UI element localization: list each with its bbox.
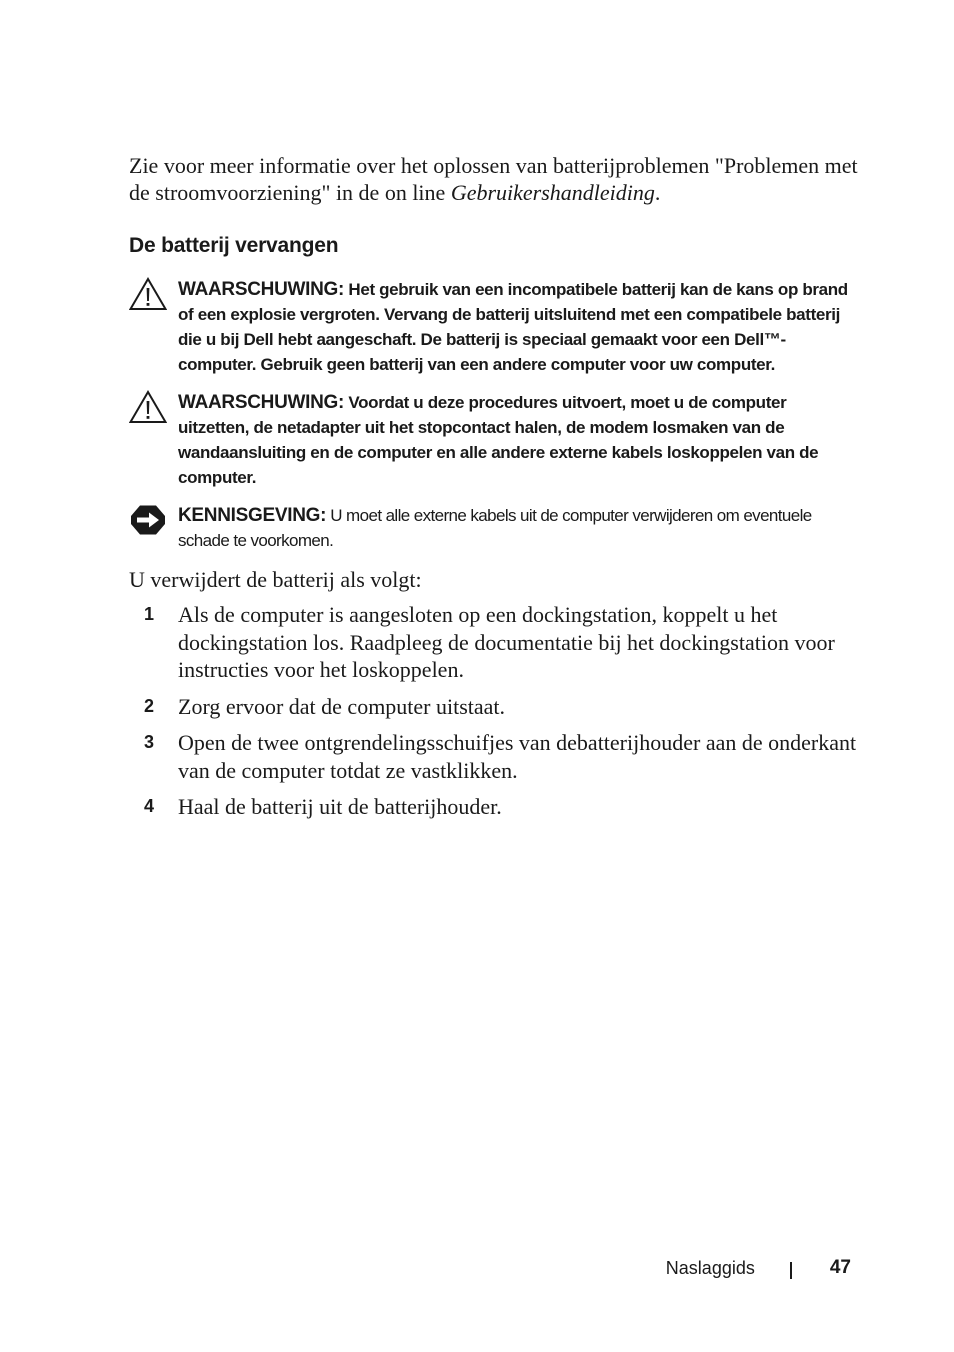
warning-text-block: [178, 277, 859, 377]
warning-text: Het gebruik van een incompatibele batterij kan de kans op brand of een explosie vergroten. Vervang de batterij uitsluitend met een compatibele batterij die u bij Dell hebt aangeschaft. De batterij is speciaal gemaakt voor een Dell™-computer. Gebruik geen batterij van een andere computer voor uw computer.: [178, 280, 848, 374]
warning-text: Voordat u deze procedures uitvoert, moet u de computer uitzetten, de netadapter uit het stopcontact halen, de modem losmaken van de wandaansluiting en de computer en alle andere externe kabels loskoppelen van de computer.: [178, 393, 819, 487]
section-heading: De batterij vervangen: [129, 234, 339, 257]
step-number: 1: [144, 604, 155, 624]
step-number: 3: [144, 732, 155, 752]
step-number: 4: [144, 796, 155, 816]
kennisgeving-notice: [129, 503, 859, 553]
notice-text-block: [178, 503, 859, 553]
warning-triangle-icon: [129, 277, 167, 311]
intro-paragraph: [129, 152, 859, 206]
intro-guide-title: Gebruikershandleiding: [450, 180, 655, 205]
warning-text-block: [178, 390, 859, 490]
page-number: 47: [829, 1257, 851, 1278]
notice-arrow-icon: [129, 503, 167, 537]
warning-label: WAARSCHUWING:: [178, 392, 345, 413]
footer-separator: [790, 1262, 792, 1279]
step-text: Haal de batterij uit de batterijhouder.: [178, 794, 502, 819]
notice-text: U moet alle externe kabels uit de computer verwijderen om eventuele schade te voorkomen.: [178, 506, 812, 550]
warning-notice: [129, 390, 859, 490]
step-item: [129, 729, 859, 784]
step-item: [129, 601, 859, 684]
warning-notice: [129, 277, 859, 377]
steps-intro: U verwijdert de batterij als volgt:: [129, 567, 422, 592]
step-item: [129, 793, 859, 821]
intro-text: Zie voor meer informatie over het oplossen van batterijproblemen "Problemen met de stroomvoorziening" in de on line: [129, 153, 858, 205]
warning-triangle-icon: [129, 390, 167, 424]
step-text: Zorg ervoor dat de computer uitstaat.: [178, 693, 506, 719]
page-footer: [666, 1256, 851, 1280]
notice-label: KENNISGEVING:: [178, 505, 327, 526]
step-number: 2: [144, 695, 155, 716]
steps-list: [129, 601, 859, 830]
intro-end: .: [654, 180, 661, 205]
step-text: Als de computer is aangesloten op een dockingstation, koppelt u het dockingstation los. Raadpleeg de documentatie bij het dockingstation voor instructies voor het loskoppelen.: [178, 602, 835, 682]
step-item: [129, 693, 859, 721]
step-text: Open de twee ontgrendelingsschuifjes van debatterijhouder aan de onderkant van de computer totdat ze vastklikken.: [178, 730, 857, 783]
footer-guide-name: Naslaggids: [665, 1258, 755, 1278]
warning-label: WAARSCHUWING:: [178, 279, 345, 300]
